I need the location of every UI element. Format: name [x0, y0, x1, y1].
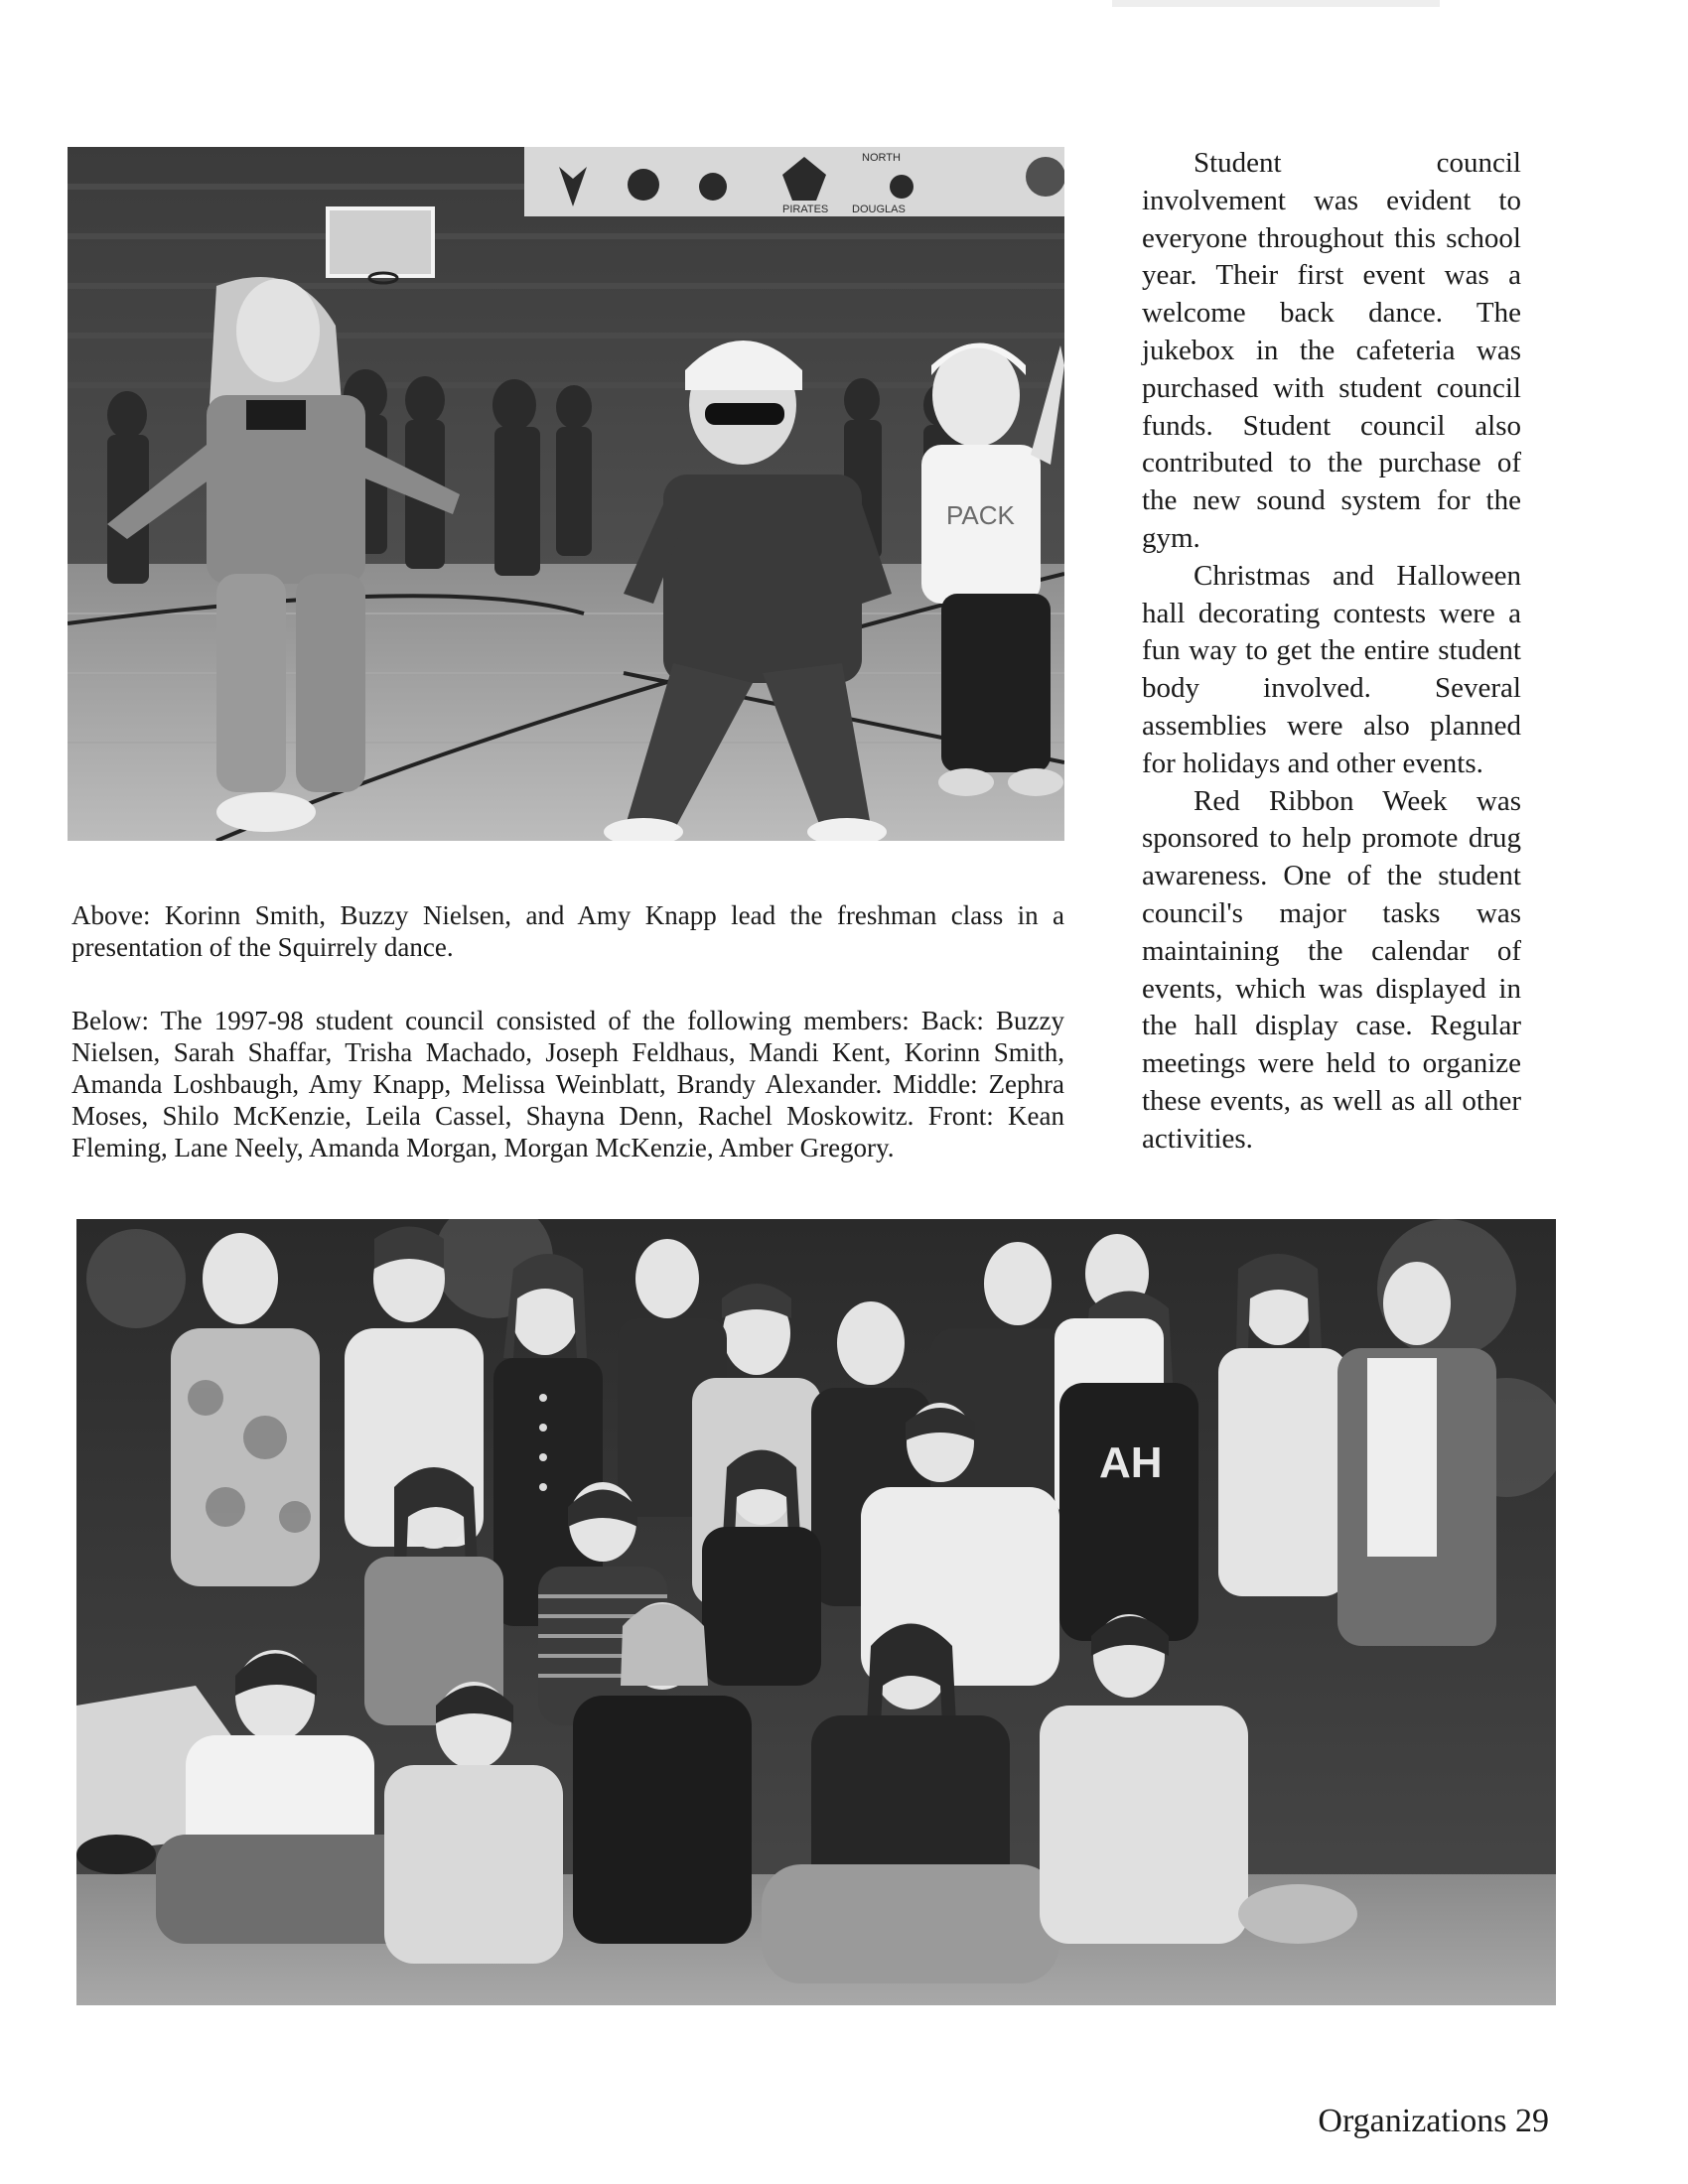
photo-student-council-group-image	[76, 1219, 1556, 2005]
article-paragraph-1: Student council involvement was evident to everyone throughout this school year. Their first event was a welcome back dance. The jukebox in the cafeteria was purchased with student council funds. Student council also contributed to the purchase of the new sound system for the gym.	[1142, 147, 1521, 554]
footer-section-title: Organizations	[1318, 2103, 1507, 2139]
page-footer	[1318, 2102, 1549, 2141]
shirt-pack-text: PACK	[946, 500, 1015, 530]
banner-douglas-text: DOUGLAS	[852, 204, 906, 215]
sweatshirt-ah-text: AH	[1099, 1438, 1163, 1487]
photo-student-council-group	[76, 1219, 1556, 2005]
caption-above: Above: Korinn Smith, Buzzy Nielsen, and Amy Knapp lead the freshman class in a presentation of the Squirrely dance.	[71, 900, 1064, 962]
article-paragraph-3: Red Ribbon Week was sponsored to help promote drug awareness. One of the student council's major tasks was maintaining the calendar of events, which was displayed in the hall display case. Regular meetings were held to organize these events, as well as all other activities.	[1142, 784, 1521, 1155]
footer-page-number: 29	[1515, 2103, 1549, 2139]
banner-pirates-text: PIRATES	[782, 204, 829, 215]
article-paragraph-2: Christmas and Halloween hall decorating contests were a fun way to get the entire student body involved. Several assemblies were also planned for holidays and other events.	[1142, 559, 1521, 779]
basketball-backboard	[328, 208, 433, 276]
photo-dance-gym	[68, 147, 1064, 841]
photo-dance-gym-image	[68, 147, 1064, 841]
article-body	[1142, 145, 1521, 1159]
scan-edge-mark	[1112, 0, 1440, 7]
caption-below: Below: The 1997-98 student council consisted of the following members: Back: Buzzy Nielsen, Sarah Shaffar, Trisha Machado, Joseph Feldhaus, Mandi Kent, Korinn Smith, Amanda Loshbaugh, Amy Knapp, Melissa Weinblatt, Brandy Alexander. Middle: Zephra Moses, Shilo McKenzie, Leila Cassel, Shayna Denn, Rachel Moskowitz. Front: Kean Fleming, Lane Neely, Amanda Morgan, Morgan McKenzie, Amber Gregory.	[71, 1006, 1064, 1162]
banner-north-text: NORTH	[862, 152, 901, 164]
